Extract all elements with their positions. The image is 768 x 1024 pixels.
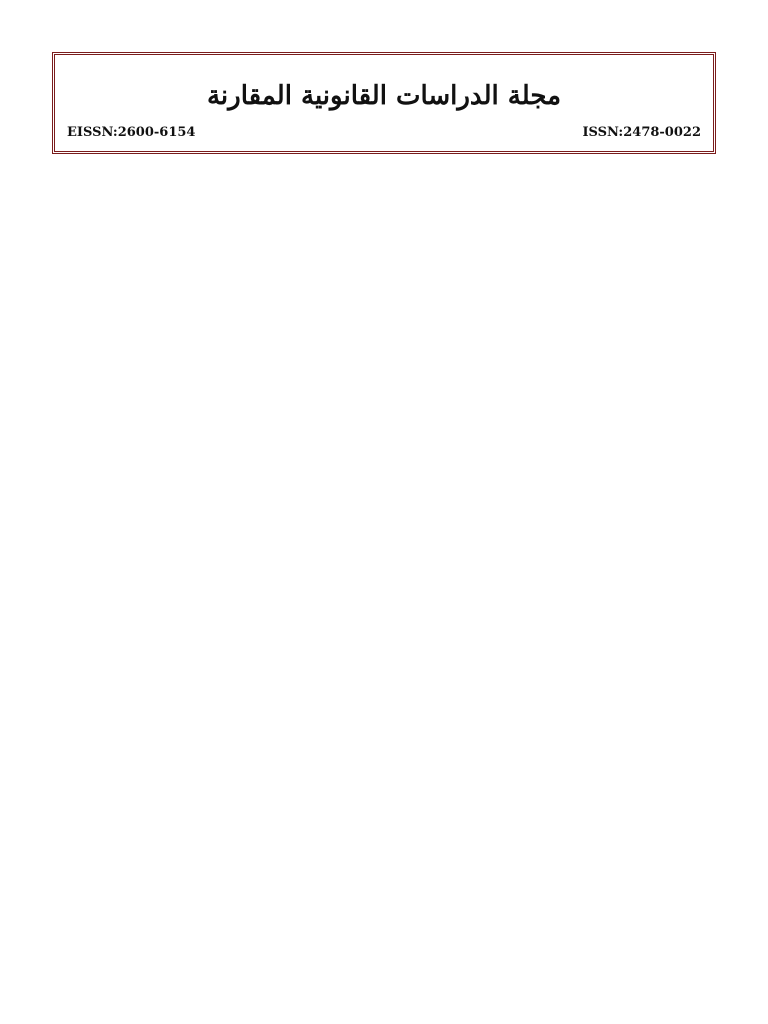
journal-header xyxy=(52,52,716,154)
issn-row xyxy=(67,125,701,140)
journal-title: مجلة الدراسات القانونية المقارنة xyxy=(206,81,562,111)
issn-label: ISSN:2478-0022 xyxy=(582,125,701,140)
eissn-label: EISSN:2600-6154 xyxy=(67,125,196,140)
